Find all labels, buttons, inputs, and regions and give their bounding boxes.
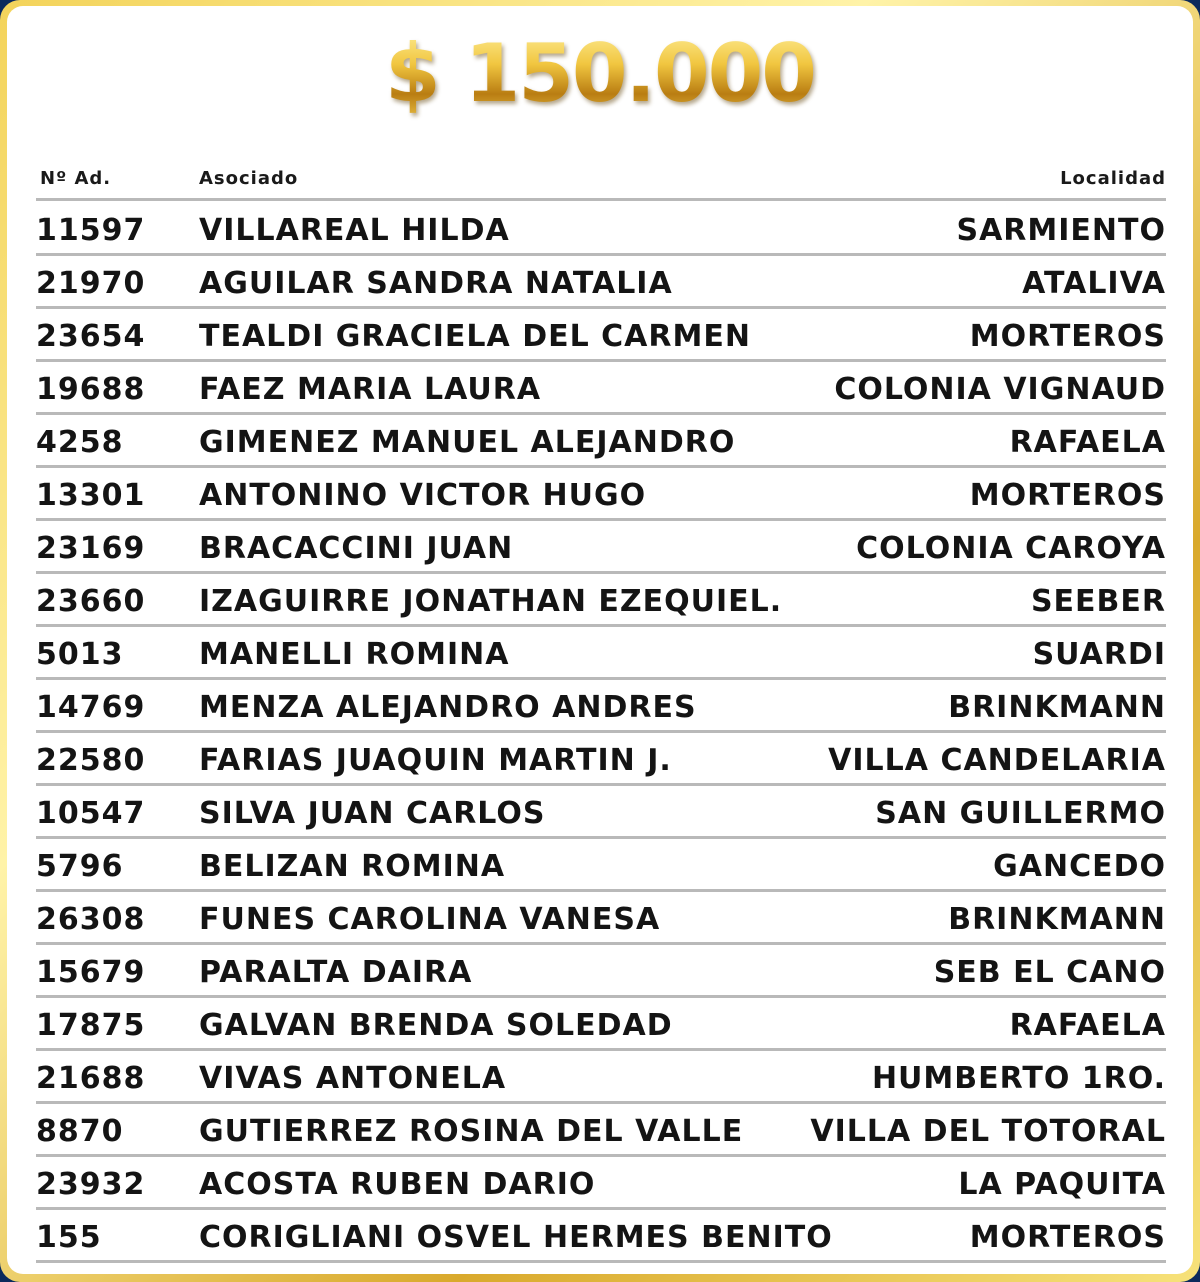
- row-number: 11597: [36, 213, 146, 248]
- winners-table: [36, 203, 1166, 1263]
- table-row: [36, 680, 1166, 733]
- row-name: SILVA JUAN CARLOS: [199, 796, 546, 831]
- row-number: 4258: [36, 425, 124, 460]
- row-number: 14769: [36, 690, 146, 725]
- table-row: [36, 468, 1166, 521]
- row-name: FAEZ MARIA LAURA: [199, 372, 542, 407]
- row-number: 21688: [36, 1061, 146, 1096]
- table-row: [36, 574, 1166, 627]
- row-number: 21970: [36, 266, 146, 301]
- row-locality: GANCEDO: [993, 849, 1166, 884]
- row-locality: RAFAELA: [1009, 1008, 1166, 1043]
- table-row: [36, 733, 1166, 786]
- row-name: ACOSTA RUBEN DARIO: [199, 1167, 596, 1202]
- table-row: [36, 203, 1166, 256]
- table-row: [36, 839, 1166, 892]
- row-name: ANTONINO VICTOR HUGO: [199, 478, 647, 513]
- column-header-number: Nº Ad.: [40, 168, 112, 189]
- row-number: 23654: [36, 319, 146, 354]
- row-number: 22580: [36, 743, 146, 778]
- winners-card: [7, 6, 1193, 1274]
- table-row: [36, 521, 1166, 574]
- row-name: GUTIERREZ ROSINA DEL VALLE: [199, 1114, 744, 1149]
- table-row: [36, 1210, 1166, 1263]
- row-name: AGUILAR SANDRA NATALIA: [199, 266, 673, 301]
- row-number: 155: [36, 1220, 102, 1255]
- row-name: CORIGLIANI OSVEL HERMES BENITO: [199, 1220, 833, 1255]
- row-name: VILLAREAL HILDA: [199, 213, 510, 248]
- table-row: [36, 1104, 1166, 1157]
- row-number: 5013: [36, 637, 124, 672]
- row-locality: SEB EL CANO: [933, 955, 1166, 990]
- table-row: [36, 786, 1166, 839]
- table-header: [36, 158, 1166, 201]
- row-number: 19688: [36, 372, 146, 407]
- table-row: [36, 309, 1166, 362]
- prize-title: $ 150.000: [7, 24, 1193, 124]
- table-row: [36, 1051, 1166, 1104]
- row-locality: LA PAQUITA: [958, 1167, 1166, 1202]
- table-row: [36, 1157, 1166, 1210]
- row-name: MENZA ALEJANDRO ANDRES: [199, 690, 697, 725]
- row-locality: BRINKMANN: [948, 690, 1166, 725]
- table-row: [36, 998, 1166, 1051]
- row-number: 5796: [36, 849, 124, 884]
- column-header-locality: Localidad: [1060, 168, 1166, 189]
- row-locality: SEEBER: [1030, 584, 1166, 619]
- table-row: [36, 362, 1166, 415]
- row-name: FUNES CAROLINA VANESA: [199, 902, 661, 937]
- row-locality: MORTEROS: [969, 319, 1166, 354]
- table-row: [36, 627, 1166, 680]
- row-locality: COLONIA CAROYA: [856, 531, 1166, 566]
- row-locality: SUARDI: [1032, 637, 1166, 672]
- row-number: 8870: [36, 1114, 124, 1149]
- table-row: [36, 892, 1166, 945]
- table-row: [36, 945, 1166, 998]
- row-locality: VILLA DEL TOTORAL: [810, 1114, 1166, 1149]
- row-number: 26308: [36, 902, 146, 937]
- row-name: BRACACCINI JUAN: [199, 531, 514, 566]
- row-name: GIMENEZ MANUEL ALEJANDRO: [199, 425, 736, 460]
- row-number: 15679: [36, 955, 146, 990]
- row-locality: ATALIVA: [1022, 266, 1166, 301]
- table-row: [36, 415, 1166, 468]
- row-locality: MORTEROS: [969, 478, 1166, 513]
- row-number: 23660: [36, 584, 146, 619]
- row-name: BELIZAN ROMINA: [199, 849, 506, 884]
- row-locality: SAN GUILLERMO: [875, 796, 1166, 831]
- row-number: 17875: [36, 1008, 146, 1043]
- row-name: MANELLI ROMINA: [199, 637, 510, 672]
- row-name: PARALTA DAIRA: [199, 955, 473, 990]
- row-name: TEALDI GRACIELA DEL CARMEN: [199, 319, 751, 354]
- row-name: IZAGUIRRE JONATHAN EZEQUIEL.: [199, 584, 783, 619]
- row-number: 23932: [36, 1167, 146, 1202]
- row-number: 10547: [36, 796, 146, 831]
- row-locality: COLONIA VIGNAUD: [834, 372, 1166, 407]
- row-locality: MORTEROS: [969, 1220, 1166, 1255]
- row-name: GALVAN BRENDA SOLEDAD: [199, 1008, 673, 1043]
- row-locality: RAFAELA: [1009, 425, 1166, 460]
- row-name: VIVAS ANTONELA: [199, 1061, 507, 1096]
- row-name: FARIAS JUAQUIN MARTIN J.: [199, 743, 672, 778]
- column-header-name: Asociado: [199, 168, 299, 189]
- row-locality: VILLA CANDELARIA: [828, 743, 1166, 778]
- row-locality: SARMIENTO: [956, 213, 1166, 248]
- row-locality: HUMBERTO 1RO.: [871, 1061, 1166, 1096]
- row-number: 23169: [36, 531, 146, 566]
- row-number: 13301: [36, 478, 146, 513]
- table-row: [36, 256, 1166, 309]
- row-locality: BRINKMANN: [948, 902, 1166, 937]
